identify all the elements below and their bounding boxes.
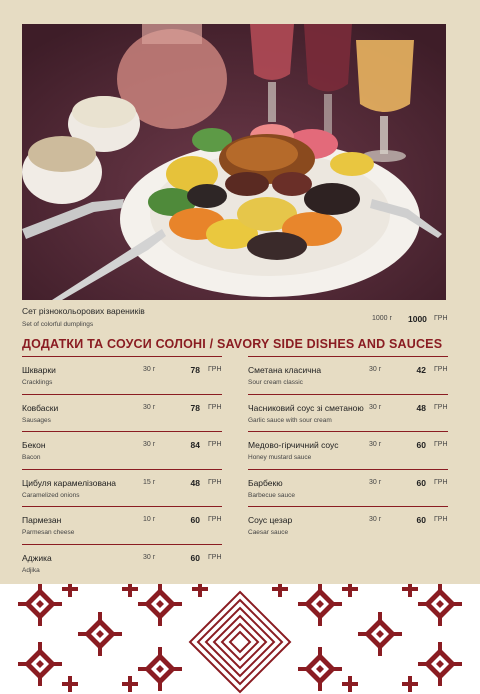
menu-item: [22, 469, 222, 507]
item-price: 60: [190, 552, 200, 563]
item-currency: ГРН: [208, 478, 222, 486]
item-name-ua: Часниковий соус зі сметаною: [248, 402, 364, 413]
featured-name-ua: Сет різнокольорових вареників: [22, 306, 145, 316]
item-weight: 30 г: [369, 478, 382, 486]
left-column: [22, 356, 222, 581]
dish-photo: [22, 24, 446, 300]
item-name-ua: Бекон: [22, 440, 46, 450]
item-currency: ГРН: [434, 403, 448, 411]
item-name-ua: Барбекю: [248, 477, 283, 488]
item-weight: 30 г: [369, 441, 382, 448]
menu-item: [248, 506, 448, 544]
menu-item: [248, 356, 448, 394]
item-currency: ГРН: [434, 516, 448, 523]
item-name-en: Cracklings: [22, 379, 53, 386]
featured-currency: ГРН: [434, 315, 448, 322]
item-weight: 30 г: [143, 553, 156, 561]
item-name-en: Sausages: [22, 416, 51, 424]
item-name-en: Bacon: [22, 454, 41, 461]
featured-price: 1000: [408, 314, 427, 324]
item-weight: 30 г: [143, 403, 156, 411]
featured-name-en: Set of colorful dumplings: [22, 321, 94, 328]
item-name-ua: Соус цезар: [248, 515, 293, 525]
menu-item: [22, 431, 222, 469]
item-name-en: Garlic sauce with sour cream: [248, 416, 332, 424]
item-weight: 10 г: [143, 516, 156, 523]
featured-dish: [22, 306, 446, 332]
item-name-ua: Медово-гірчичний соус: [248, 440, 339, 450]
item-price: 84: [190, 440, 200, 450]
item-currency: ГРН: [208, 516, 222, 523]
item-weight: 30 г: [369, 516, 382, 523]
embroidery-ornament: [0, 584, 480, 694]
right-column: [248, 356, 448, 544]
item-currency: ГРН: [434, 478, 448, 486]
item-name-ua: Шкварки: [22, 365, 56, 375]
item-price: 60: [190, 515, 200, 525]
section-title: ДОДАТКИ ТА СОУСИ СОЛОНІ / SAVORY SIDE DISHES AND SAUCES: [22, 337, 443, 351]
item-name-en: Adjika: [22, 566, 40, 574]
item-currency: ГРН: [434, 366, 448, 373]
item-price: 78: [190, 402, 200, 413]
item-price: 78: [190, 365, 200, 375]
item-price: 60: [416, 477, 426, 488]
menu-item: [22, 506, 222, 544]
item-name-en: Parmesan cheese: [22, 529, 75, 536]
item-currency: ГРН: [208, 553, 222, 561]
menu-item: [248, 394, 448, 432]
item-price: 42: [416, 365, 426, 375]
menu-item: [22, 394, 222, 432]
item-name-en: Caramelized onions: [22, 491, 80, 499]
item-weight: 30 г: [143, 366, 156, 373]
item-name-ua: Цибуля карамелізована: [22, 477, 117, 488]
menu-item: [248, 431, 448, 469]
item-price: 48: [416, 402, 426, 413]
item-name-en: Honey mustard sauce: [248, 454, 312, 461]
item-name-ua: Ковбаски: [22, 402, 59, 413]
item-price: 60: [416, 440, 426, 450]
item-weight: 30 г: [369, 403, 382, 411]
item-price: 48: [190, 477, 200, 488]
item-weight: 15 г: [143, 478, 156, 486]
item-currency: ГРН: [208, 403, 222, 411]
item-name-en: Barbecue sauce: [248, 491, 295, 499]
item-name-ua: Аджика: [22, 552, 52, 563]
menu-item: [22, 356, 222, 394]
item-name-ua: Сметана класична: [248, 365, 322, 375]
item-currency: ГРН: [208, 366, 222, 373]
item-price: 60: [416, 515, 426, 525]
item-currency: ГРН: [434, 441, 448, 448]
item-name-ua: Пармезан: [22, 515, 62, 525]
item-weight: 30 г: [369, 366, 382, 373]
featured-weight: 1000 г: [372, 315, 393, 322]
item-currency: ГРН: [208, 441, 222, 448]
item-weight: 30 г: [143, 441, 156, 448]
item-name-en: Caesar sauce: [248, 529, 289, 536]
menu-item: [22, 544, 222, 582]
menu-item: [248, 469, 448, 507]
item-name-en: Sour cream classic: [248, 379, 303, 386]
